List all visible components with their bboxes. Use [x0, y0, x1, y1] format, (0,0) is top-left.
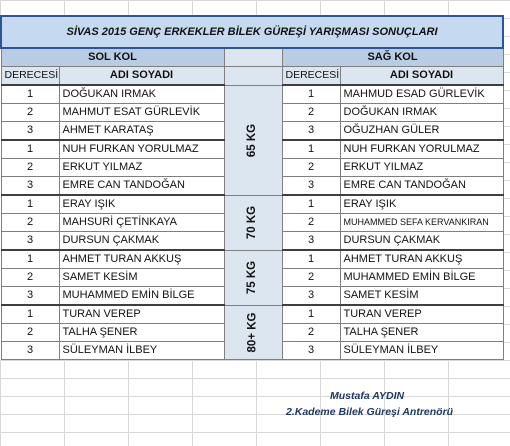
left-name-cell: ERKUT YILMAZ — [59, 159, 224, 177]
left-name-cell: TALHA ŞENER — [59, 324, 224, 342]
right-name-cell: DURSUN ÇAKMAK — [340, 232, 503, 251]
left-rank-cell: 2 — [1, 324, 59, 342]
right-name-cell: SÜLEYMAN İLBEY — [340, 342, 503, 360]
right-rank-cell: 1 — [282, 305, 340, 324]
weight-class-label: 75 KG — [246, 260, 259, 295]
side-header-row — [1, 48, 503, 67]
right-name-cell: DOĞUKAN IRMAK — [340, 104, 503, 122]
left-rank-cell: 3 — [1, 177, 59, 196]
weight-class-label: 70 KG — [246, 205, 259, 240]
right-name-cell: NUH FURKAN YORULMAZ — [340, 140, 503, 159]
right-name-cell: MUHAMMED SEFA KERVANKIRAN — [340, 214, 503, 232]
results-table-body — [1, 16, 503, 360]
column-header-row — [1, 67, 503, 86]
page-title: SİVAS 2015 GENÇ ERKEKLER BİLEK GÜREŞİ YARIŞMASI SONUÇLARI — [1, 16, 503, 48]
left-name-header: ADI SOYADI — [59, 67, 224, 86]
weight-class-label: 80+ KG — [246, 312, 259, 353]
left-rank-cell: 1 — [1, 195, 59, 214]
left-rank-cell: 1 — [1, 305, 59, 324]
left-name-cell: MUHAMMED EMİN BİLGE — [59, 287, 224, 306]
table-row — [1, 250, 503, 269]
left-rank-cell: 2 — [1, 159, 59, 177]
left-name-cell: MAHMUT ESAT GÜRLEVİK — [59, 104, 224, 122]
right-name-cell: EMRE CAN TANDOĞAN — [340, 177, 503, 196]
right-rank-cell: 3 — [282, 342, 340, 360]
right-rank-cell: 3 — [282, 232, 340, 251]
left-name-cell: MAHSURİ ÇETİNKAYA — [59, 214, 224, 232]
left-rank-cell: 3 — [1, 122, 59, 141]
right-name-cell: ERAY IŞIK — [340, 195, 503, 214]
table-row — [1, 85, 503, 104]
right-rank-header: DERECESİ — [282, 67, 340, 86]
right-rank-cell: 1 — [282, 140, 340, 159]
right-rank-cell: 2 — [282, 214, 340, 232]
weight-class-cell — [224, 195, 282, 250]
left-name-cell: SAMET KESİM — [59, 269, 224, 287]
right-rank-cell: 1 — [282, 250, 340, 269]
right-name-cell: TURAN VEREP — [340, 305, 503, 324]
right-rank-cell: 1 — [282, 85, 340, 104]
left-name-cell: SÜLEYMAN İLBEY — [59, 342, 224, 360]
left-name-cell: ERAY IŞIK — [59, 195, 224, 214]
right-arm-header: SAĞ KOL — [282, 48, 503, 67]
right-name-cell: OĞUZHAN GÜLER — [340, 122, 503, 141]
right-name-cell: ERKUT YILMAZ — [340, 159, 503, 177]
right-rank-cell: 3 — [282, 287, 340, 306]
left-rank-header: DERECESİ — [1, 67, 59, 86]
weight-class-cell — [224, 305, 282, 360]
left-rank-cell: 1 — [1, 85, 59, 104]
left-rank-cell: 1 — [1, 140, 59, 159]
left-rank-cell: 2 — [1, 104, 59, 122]
left-name-cell: NUH FURKAN YORULMAZ — [59, 140, 224, 159]
left-name-cell: AHMET TURAN AKKUŞ — [59, 250, 224, 269]
right-rank-cell: 2 — [282, 269, 340, 287]
table-row — [1, 195, 503, 214]
left-rank-cell: 3 — [1, 342, 59, 360]
left-name-cell: TURAN VEREP — [59, 305, 224, 324]
title-row — [1, 16, 503, 48]
right-name-cell: SAMET KESİM — [340, 287, 503, 306]
left-name-cell: AHMET KARATAŞ — [59, 122, 224, 141]
right-rank-cell: 2 — [282, 324, 340, 342]
right-rank-cell: 3 — [282, 177, 340, 196]
left-name-cell: DOĞUKAN IRMAK — [59, 85, 224, 104]
right-rank-cell: 1 — [282, 195, 340, 214]
right-name-cell: MAHMUD ESAD GÜRLEVİK — [340, 85, 503, 104]
left-rank-cell: 3 — [1, 232, 59, 251]
right-name-cell: AHMET TURAN AKKUŞ — [340, 250, 503, 269]
left-rank-cell: 2 — [1, 269, 59, 287]
right-rank-cell: 2 — [282, 104, 340, 122]
left-arm-header: SOL KOL — [1, 48, 224, 67]
weight-class-label: 65 KG — [246, 123, 259, 157]
coach-name: Mustafa AYDIN — [330, 390, 405, 402]
results-table — [0, 15, 504, 360]
right-name-cell: TALHA ŞENER — [340, 324, 503, 342]
left-rank-cell: 1 — [1, 250, 59, 269]
right-rank-cell: 2 — [282, 159, 340, 177]
left-name-cell: EMRE CAN TANDOĞAN — [59, 177, 224, 196]
right-rank-cell: 3 — [282, 122, 340, 141]
right-name-cell: MUHAMMED EMİN BİLGE — [340, 269, 503, 287]
table-row — [1, 305, 503, 324]
right-name-header: ADI SOYADI — [340, 67, 503, 86]
column-header-gap — [224, 67, 282, 86]
coach-role: 2.Kademe Bilek Güreşi Antrenörü — [286, 406, 454, 418]
weight-class-cell — [224, 85, 282, 195]
weight-class-cell — [224, 250, 282, 305]
left-name-cell: DURSUN ÇAKMAK — [59, 232, 224, 251]
left-rank-cell: 3 — [1, 287, 59, 306]
header-gap — [224, 48, 282, 67]
left-rank-cell: 2 — [1, 214, 59, 232]
